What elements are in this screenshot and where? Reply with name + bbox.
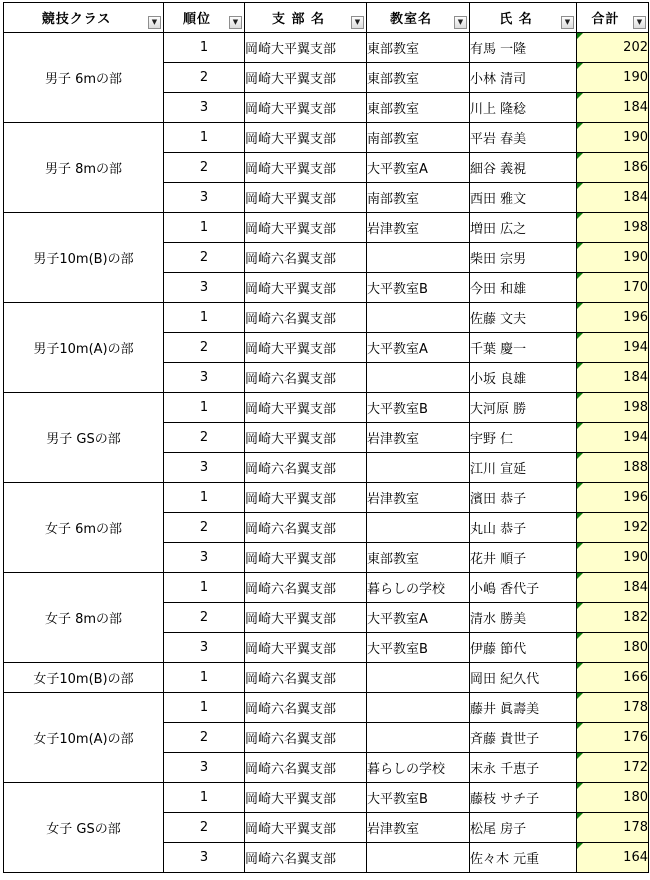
branch-cell[interactable]: 岡崎大平翼支部 (245, 333, 367, 363)
total-cell[interactable]: 190 (577, 63, 649, 93)
rank-cell[interactable]: 1 (164, 33, 245, 63)
total-cell[interactable]: 186 (577, 153, 649, 183)
room-cell[interactable]: 暮らしの学校 (367, 573, 470, 603)
branch-cell[interactable]: 岡崎大平翼支部 (245, 603, 367, 633)
room-cell[interactable]: 岩津教室 (367, 423, 470, 453)
room-cell[interactable]: 大平教室B (367, 273, 470, 303)
table-row (4, 483, 649, 513)
room-cell[interactable] (367, 693, 470, 723)
branch-cell[interactable]: 岡崎六名翼支部 (245, 753, 367, 783)
total-cell[interactable]: 180 (577, 633, 649, 663)
rank-cell[interactable]: 1 (164, 663, 245, 693)
total-cell[interactable]: 194 (577, 423, 649, 453)
room-cell[interactable]: 大平教室A (367, 153, 470, 183)
table-row (4, 663, 649, 693)
branch-cell[interactable]: 岡崎六名翼支部 (245, 573, 367, 603)
header-rank (164, 3, 245, 33)
total-cell[interactable]: 184 (577, 93, 649, 123)
name-cell[interactable]: 千葉 慶一 (470, 333, 577, 363)
header-branch (245, 3, 367, 33)
branch-cell[interactable]: 岡崎六名翼支部 (245, 243, 367, 273)
table-row (4, 693, 649, 723)
total-cell[interactable]: 198 (577, 393, 649, 423)
header-class (4, 3, 164, 33)
branch-cell[interactable]: 岡崎大平翼支部 (245, 483, 367, 513)
total-cell[interactable]: 184 (577, 363, 649, 393)
header-rank-label: 順位 (182, 12, 211, 27)
total-cell[interactable]: 192 (577, 513, 649, 543)
class-cell[interactable]: 女子 8mの部 (4, 573, 164, 663)
table-row (4, 783, 649, 813)
class-cell[interactable]: 男子10m(A)の部 (4, 303, 164, 393)
table-row (4, 393, 649, 423)
filter-total-button[interactable] (633, 16, 646, 29)
total-cell[interactable]: 190 (577, 543, 649, 573)
name-cell[interactable]: 斉藤 貴世子 (470, 723, 577, 753)
table-row (4, 33, 649, 63)
name-cell[interactable]: 今田 和雄 (470, 273, 577, 303)
total-cell[interactable]: 190 (577, 243, 649, 273)
room-cell[interactable] (367, 663, 470, 693)
class-cell[interactable]: 女子 6mの部 (4, 483, 164, 573)
filter-class-button[interactable] (148, 16, 161, 29)
room-cell[interactable] (367, 303, 470, 333)
branch-cell[interactable]: 岡崎大平翼支部 (245, 213, 367, 243)
name-cell[interactable]: 西田 雅文 (470, 183, 577, 213)
room-cell[interactable]: 東部教室 (367, 543, 470, 573)
dropdown-arrow-icon: ▼ (457, 18, 464, 26)
room-cell[interactable]: 岩津教室 (367, 213, 470, 243)
dropdown-arrow-icon: ▼ (232, 18, 239, 26)
rank-cell[interactable]: 1 (164, 573, 245, 603)
total-cell[interactable]: 190 (577, 123, 649, 153)
branch-cell[interactable]: 岡崎大平翼支部 (245, 393, 367, 423)
branch-cell[interactable]: 岡崎大平翼支部 (245, 633, 367, 663)
dropdown-arrow-icon: ▼ (151, 18, 158, 26)
room-cell[interactable] (367, 843, 470, 873)
branch-cell[interactable]: 岡崎大平翼支部 (245, 153, 367, 183)
branch-cell[interactable]: 岡崎六名翼支部 (245, 663, 367, 693)
room-cell[interactable]: 東部教室 (367, 33, 470, 63)
class-cell[interactable]: 男子 8mの部 (4, 123, 164, 213)
room-cell[interactable] (367, 723, 470, 753)
rank-cell[interactable]: 3 (164, 183, 245, 213)
header-name-label: 氏 名 (499, 12, 533, 27)
branch-cell[interactable]: 岡崎大平翼支部 (245, 183, 367, 213)
table-row (4, 123, 649, 153)
total-cell[interactable]: 194 (577, 333, 649, 363)
name-cell[interactable]: 岡田 紀久代 (470, 663, 577, 693)
branch-cell[interactable]: 岡崎大平翼支部 (245, 93, 367, 123)
name-cell[interactable]: 末永 千恵子 (470, 753, 577, 783)
total-cell[interactable]: 184 (577, 183, 649, 213)
rank-cell[interactable]: 2 (164, 603, 245, 633)
name-cell[interactable]: 濱田 恭子 (470, 483, 577, 513)
branch-cell[interactable]: 岡崎大平翼支部 (245, 783, 367, 813)
branch-cell[interactable]: 岡崎大平翼支部 (245, 543, 367, 573)
branch-cell[interactable]: 岡崎六名翼支部 (245, 303, 367, 333)
name-cell[interactable]: 小嶋 香代子 (470, 573, 577, 603)
name-cell[interactable]: 有馬 一隆 (470, 33, 577, 63)
total-cell[interactable]: 170 (577, 273, 649, 303)
total-cell[interactable]: 178 (577, 693, 649, 723)
room-cell[interactable]: 大平教室A (367, 603, 470, 633)
rank-cell[interactable]: 1 (164, 393, 245, 423)
branch-cell[interactable]: 岡崎六名翼支部 (245, 693, 367, 723)
total-cell[interactable]: 176 (577, 723, 649, 753)
room-cell[interactable]: 暮らしの学校 (367, 753, 470, 783)
header-total-label: 合計 (591, 12, 620, 27)
branch-cell[interactable]: 岡崎大平翼支部 (245, 813, 367, 843)
class-cell[interactable]: 女子10m(A)の部 (4, 693, 164, 783)
branch-cell[interactable]: 岡崎大平翼支部 (245, 33, 367, 63)
total-cell[interactable]: 172 (577, 753, 649, 783)
dropdown-arrow-icon: ▼ (354, 18, 361, 26)
total-cell[interactable]: 178 (577, 813, 649, 843)
name-cell[interactable]: 平岩 春美 (470, 123, 577, 153)
room-cell[interactable]: 東部教室 (367, 63, 470, 93)
rank-cell[interactable]: 1 (164, 213, 245, 243)
room-cell[interactable]: 大平教室B (367, 783, 470, 813)
name-cell[interactable]: 佐藤 文夫 (470, 303, 577, 333)
branch-cell[interactable]: 岡崎大平翼支部 (245, 63, 367, 93)
branch-cell[interactable]: 岡崎六名翼支部 (245, 453, 367, 483)
header-row (4, 3, 649, 33)
table-body (4, 33, 649, 873)
rank-cell[interactable]: 2 (164, 423, 245, 453)
results-table (3, 2, 649, 873)
total-cell[interactable]: 184 (577, 573, 649, 603)
total-cell[interactable]: 188 (577, 453, 649, 483)
rank-cell[interactable]: 2 (164, 723, 245, 753)
filter-rank-button[interactable] (229, 16, 242, 29)
rank-cell[interactable]: 3 (164, 363, 245, 393)
name-cell[interactable]: 伊藤 節代 (470, 633, 577, 663)
rank-cell[interactable]: 2 (164, 153, 245, 183)
header-class-label: 競技クラス (41, 12, 112, 27)
room-cell[interactable] (367, 513, 470, 543)
total-cell[interactable]: 180 (577, 783, 649, 813)
rank-cell[interactable]: 3 (164, 453, 245, 483)
header-total (577, 3, 649, 33)
branch-cell[interactable]: 岡崎六名翼支部 (245, 723, 367, 753)
total-cell[interactable]: 182 (577, 603, 649, 633)
rank-cell[interactable]: 2 (164, 63, 245, 93)
branch-cell[interactable]: 岡崎大平翼支部 (245, 123, 367, 153)
name-cell[interactable]: 川上 隆稔 (470, 93, 577, 123)
rank-cell[interactable]: 2 (164, 243, 245, 273)
rank-cell[interactable]: 3 (164, 543, 245, 573)
name-cell[interactable]: 松尾 房子 (470, 813, 577, 843)
branch-cell[interactable]: 岡崎六名翼支部 (245, 843, 367, 873)
class-cell[interactable]: 女子 GSの部 (4, 783, 164, 873)
name-cell[interactable]: 小林 清司 (470, 63, 577, 93)
total-cell[interactable]: 202 (577, 33, 649, 63)
rank-cell[interactable]: 3 (164, 633, 245, 663)
rank-cell[interactable]: 2 (164, 513, 245, 543)
room-cell[interactable]: 大平教室B (367, 393, 470, 423)
rank-cell[interactable]: 3 (164, 93, 245, 123)
rank-cell[interactable]: 1 (164, 123, 245, 153)
total-cell[interactable]: 164 (577, 843, 649, 873)
class-cell[interactable]: 女子10m(B)の部 (4, 663, 164, 693)
name-cell[interactable]: 宇野 仁 (470, 423, 577, 453)
name-cell[interactable]: 藤枝 サチ子 (470, 783, 577, 813)
rank-cell[interactable]: 3 (164, 273, 245, 303)
branch-cell[interactable]: 岡崎六名翼支部 (245, 513, 367, 543)
rank-cell[interactable]: 3 (164, 753, 245, 783)
rank-cell[interactable]: 1 (164, 483, 245, 513)
room-cell[interactable]: 大平教室B (367, 633, 470, 663)
room-cell[interactable]: 大平教室A (367, 333, 470, 363)
rank-cell[interactable]: 3 (164, 843, 245, 873)
room-cell[interactable]: 東部教室 (367, 93, 470, 123)
table-row (4, 573, 649, 603)
room-cell[interactable]: 南部教室 (367, 123, 470, 153)
table-row (4, 303, 649, 333)
rank-cell[interactable]: 1 (164, 303, 245, 333)
name-cell[interactable]: 佐々木 元重 (470, 843, 577, 873)
name-cell[interactable]: 藤井 眞壽美 (470, 693, 577, 723)
class-cell[interactable]: 男子10m(B)の部 (4, 213, 164, 303)
class-cell[interactable]: 男子 GSの部 (4, 393, 164, 483)
name-cell[interactable]: 増田 広之 (470, 213, 577, 243)
class-cell[interactable]: 男子 6mの部 (4, 33, 164, 123)
name-cell[interactable]: 花井 順子 (470, 543, 577, 573)
name-cell[interactable]: 柴田 宗男 (470, 243, 577, 273)
name-cell[interactable]: 江川 宣延 (470, 453, 577, 483)
filter-branch-button[interactable] (351, 16, 364, 29)
filter-room-button[interactable] (454, 16, 467, 29)
total-cell[interactable]: 196 (577, 303, 649, 333)
table-row (4, 213, 649, 243)
dropdown-arrow-icon: ▼ (564, 18, 571, 26)
header-room-label: 教室名 (389, 12, 432, 27)
total-cell[interactable]: 166 (577, 663, 649, 693)
name-cell[interactable]: 丸山 恭子 (470, 513, 577, 543)
filter-name-button[interactable] (561, 16, 574, 29)
name-cell[interactable]: 細谷 義視 (470, 153, 577, 183)
room-cell[interactable]: 岩津教室 (367, 483, 470, 513)
branch-cell[interactable]: 岡崎六名翼支部 (245, 363, 367, 393)
branch-cell[interactable]: 岡崎大平翼支部 (245, 273, 367, 303)
rank-cell[interactable]: 1 (164, 783, 245, 813)
header-name (470, 3, 577, 33)
total-cell[interactable]: 196 (577, 483, 649, 513)
header-room (367, 3, 470, 33)
branch-cell[interactable]: 岡崎大平翼支部 (245, 423, 367, 453)
name-cell[interactable]: 大河原 勝 (470, 393, 577, 423)
room-cell[interactable]: 南部教室 (367, 183, 470, 213)
room-cell[interactable]: 岩津教室 (367, 813, 470, 843)
total-cell[interactable]: 198 (577, 213, 649, 243)
room-cell[interactable] (367, 453, 470, 483)
room-cell[interactable] (367, 243, 470, 273)
room-cell[interactable] (367, 363, 470, 393)
header-branch-label: 支 部 名 (271, 12, 326, 27)
rank-cell[interactable]: 2 (164, 333, 245, 363)
rank-cell[interactable]: 2 (164, 813, 245, 843)
name-cell[interactable]: 小坂 良雄 (470, 363, 577, 393)
rank-cell[interactable]: 1 (164, 693, 245, 723)
dropdown-arrow-icon: ▼ (636, 18, 643, 26)
name-cell[interactable]: 清水 勝美 (470, 603, 577, 633)
